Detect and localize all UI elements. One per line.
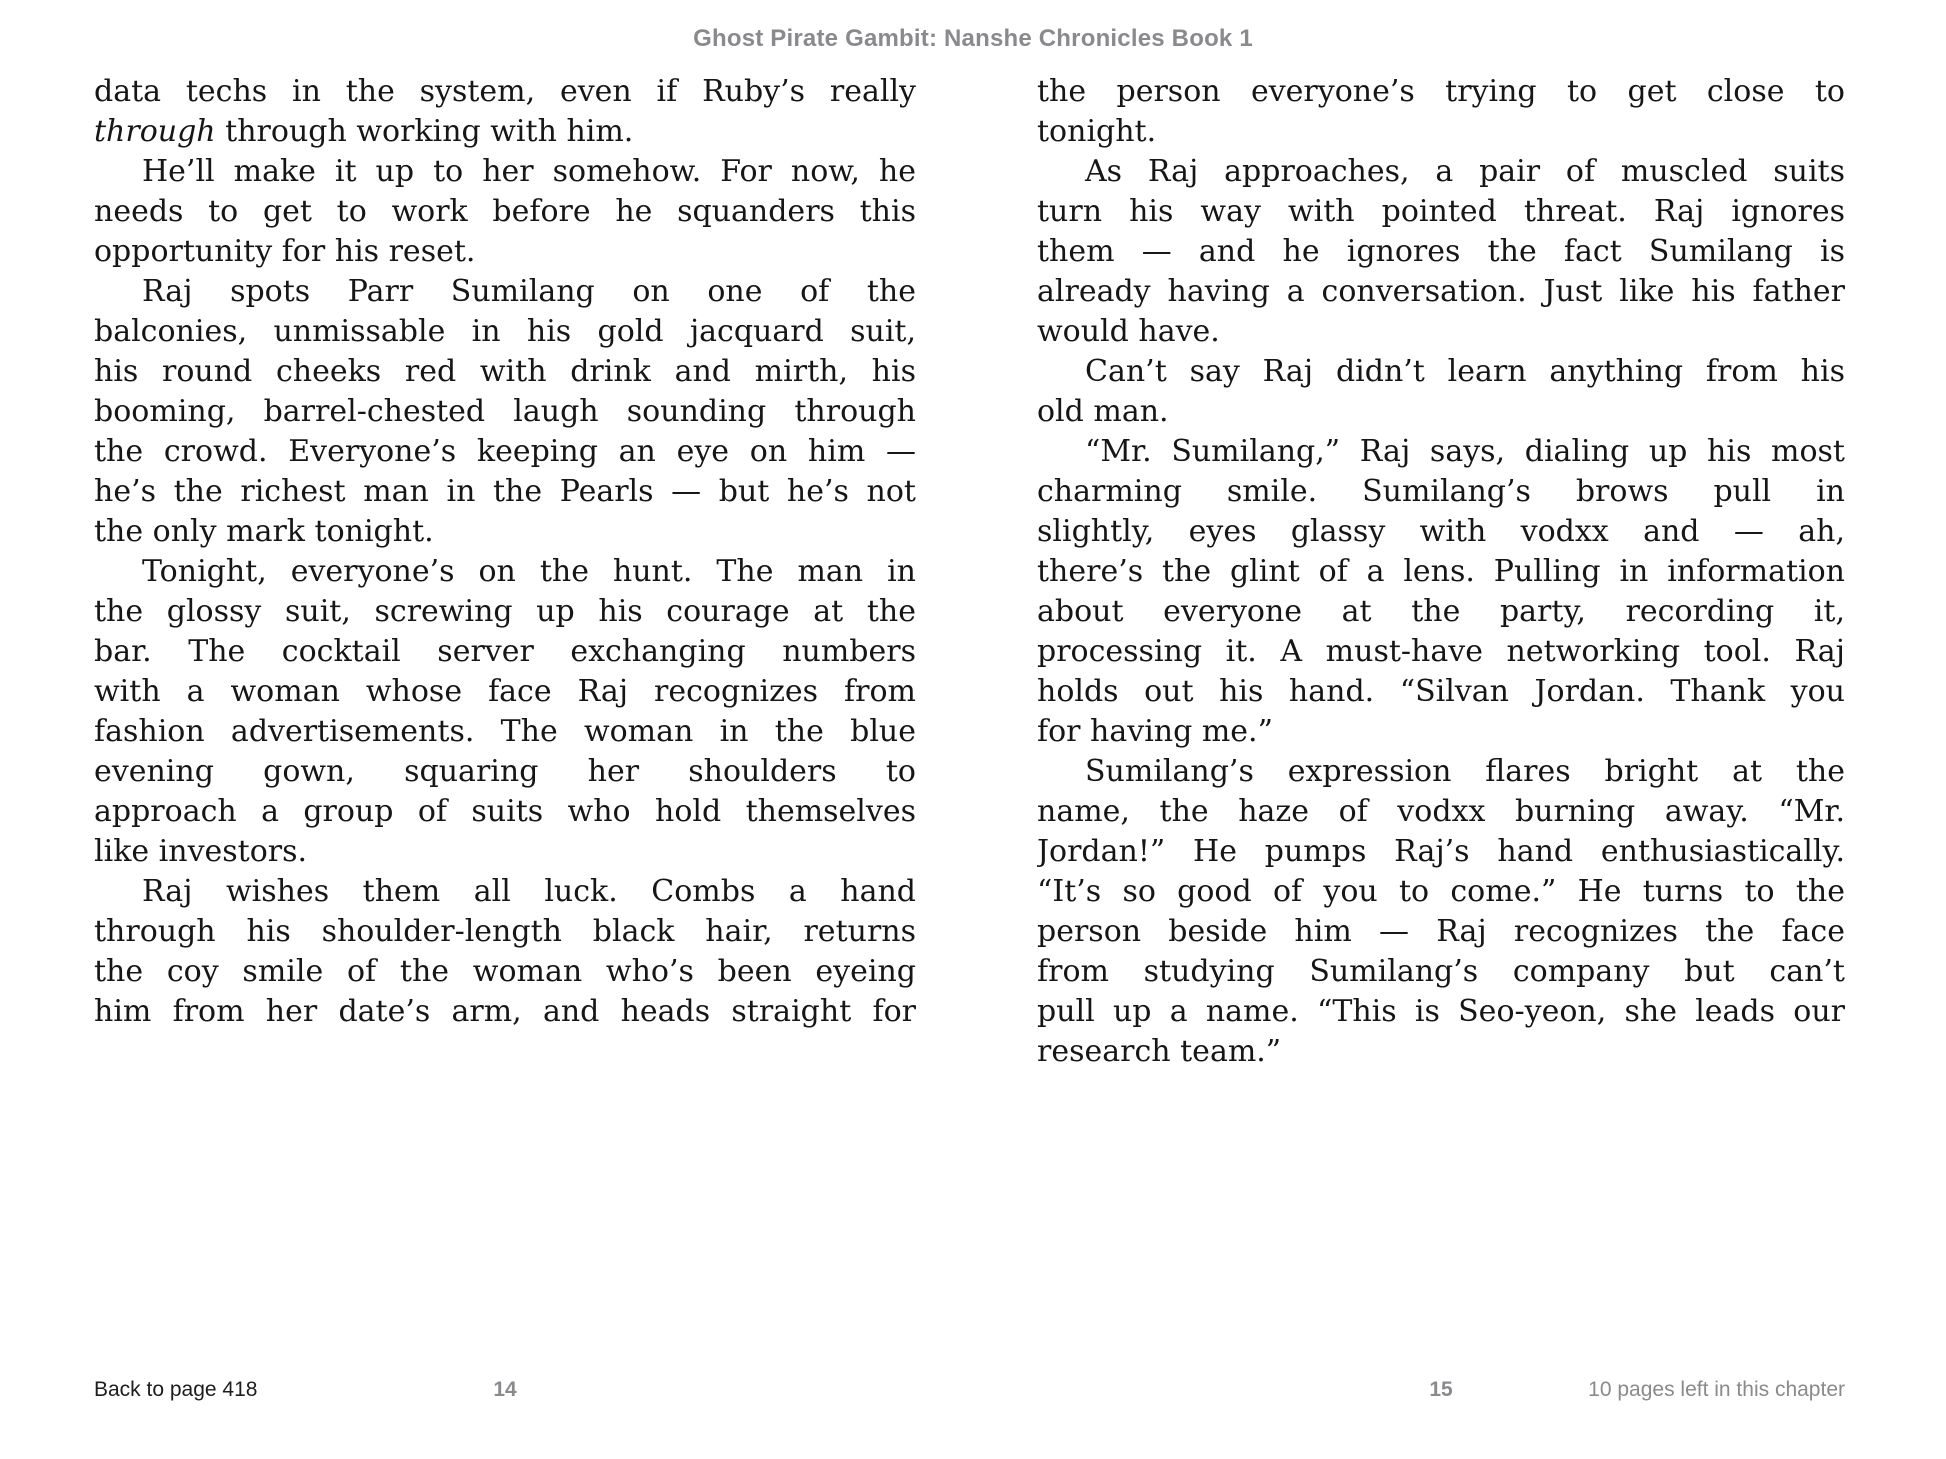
text-line: Tonight, everyone’s on the hunt. The man in <box>142 554 916 589</box>
text-line: his round cheeks red with drink and mirth, his <box>94 354 916 389</box>
text-line: for having me.” <box>1037 714 1273 749</box>
text-line: would have. <box>1037 314 1220 349</box>
text-line: through through working with him. <box>94 114 634 149</box>
left-page-number: 14 <box>493 1378 517 1401</box>
text-line: “Mr. Sumilang,” Raj says, dialing up his most <box>1085 434 1845 469</box>
text-line: pull up a name. “This is Seo-yeon, she leads our <box>1037 994 1845 1029</box>
text-line: about everyone at the party, recording it, <box>1037 594 1845 629</box>
text-line: the coy smile of the woman who’s been eyeing <box>94 954 916 989</box>
text-line: him from her date’s arm, and heads straight for <box>94 994 916 1029</box>
text-line: processing it. A must-have networking tool. Raj <box>1037 634 1845 669</box>
text-line: already having a conversation. Just like his father <box>1037 274 1845 309</box>
text-line: balconies, unmissable in his gold jacquard suit, <box>94 314 916 349</box>
text-line: from studying Sumilang’s company but can’t <box>1037 954 1845 989</box>
text-line: Jordan!” He pumps Raj’s hand enthusiastically. <box>1037 834 1845 869</box>
text-line: approach a group of suits who hold themselves <box>94 794 916 829</box>
text-line: old man. <box>1037 394 1169 429</box>
text-line: person beside him — Raj recognizes the face <box>1037 914 1845 949</box>
text-line: holds out his hand. “Silvan Jordan. Thank you <box>1037 674 1845 709</box>
text-line: through his shoulder-length black hair, returns <box>94 914 916 949</box>
text-line: booming, barrel-chested laugh sounding through <box>94 394 916 429</box>
text-line: Raj wishes them all luck. Combs a hand <box>142 874 916 909</box>
text-line: data techs in the system, even if Ruby’s really <box>94 74 916 109</box>
text-line: with a woman whose face Raj recognizes from <box>94 674 916 709</box>
text-line: tonight. <box>1037 114 1157 149</box>
text-line: fashion advertisements. The woman in the blue <box>94 714 916 749</box>
text-line: “It’s so good of you to come.” He turns to the <box>1037 874 1845 909</box>
text-line: them — and he ignores the fact Sumilang is <box>1037 234 1845 269</box>
text-line: turn his way with pointed threat. Raj ignores <box>1037 194 1845 229</box>
page-left-text <box>94 72 916 1032</box>
text-line: charming smile. Sumilang’s brows pull in <box>1037 474 1845 509</box>
text-line: Raj spots Parr Sumilang on one of the <box>142 274 916 309</box>
text-line: like investors. <box>94 834 308 869</box>
text-line: opportunity for his reset. <box>94 234 476 269</box>
text-line: research team.” <box>1037 1034 1282 1069</box>
reader-footer <box>94 1378 1845 1408</box>
pages-left-label[interactable]: 10 pages left in this chapter <box>1588 1378 1845 1401</box>
text-line: bar. The cocktail server exchanging numbers <box>94 634 916 669</box>
back-to-page-link[interactable]: Back to page 418 <box>94 1378 258 1401</box>
right-page-number: 15 <box>1429 1378 1453 1401</box>
text-line: he’s the richest man in the Pearls — but he’s not <box>94 474 916 509</box>
text-line: the crowd. Everyone’s keeping an eye on him — <box>94 434 916 469</box>
text-line: needs to get to work before he squanders this <box>94 194 916 229</box>
text-line: Sumilang’s expression flares bright at the <box>1085 754 1845 789</box>
text-line: the glossy suit, screwing up his courage at the <box>94 594 916 629</box>
text-line: He’ll make it up to her somehow. For now, he <box>142 154 916 189</box>
text-line: name, the haze of vodxx burning away. “Mr. <box>1037 794 1845 829</box>
text-line: Can’t say Raj didn’t learn anything from his <box>1085 354 1845 389</box>
book-title: Ghost Pirate Gambit: Nanshe Chronicles Book 1 <box>693 25 1253 52</box>
text-line: evening gown, squaring her shoulders to <box>94 754 916 789</box>
text-line: slightly, eyes glassy with vodxx and — ah, <box>1037 514 1845 549</box>
text-line: the person everyone’s trying to get close to <box>1037 74 1845 109</box>
text-line: the only mark tonight. <box>94 514 434 549</box>
text-line: As Raj approaches, a pair of muscled suits <box>1085 154 1845 189</box>
text-line: there’s the glint of a lens. Pulling in information <box>1037 554 1845 589</box>
page-right-text <box>1037 72 1845 1072</box>
